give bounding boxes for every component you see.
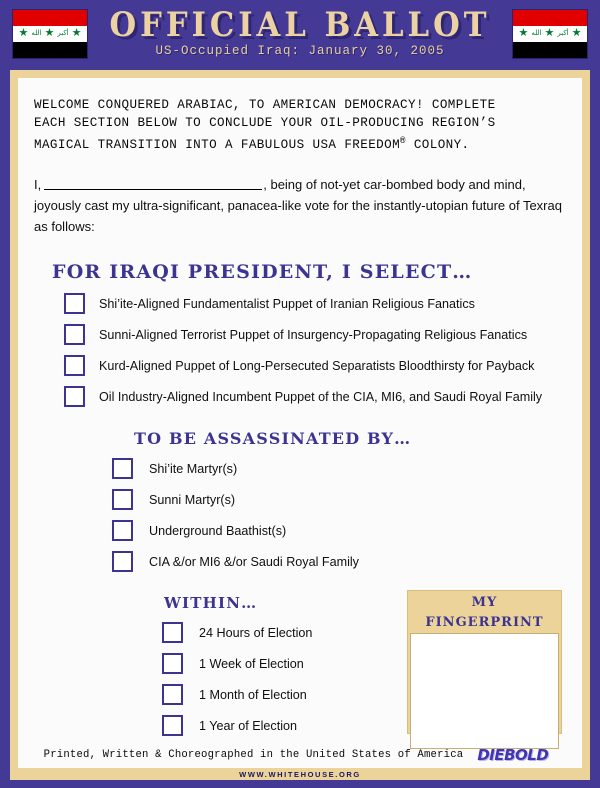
intro-line-3 (34, 132, 566, 154)
ballot-frame (10, 70, 590, 780)
flag-arabic-script: الله (31, 29, 42, 38)
checkbox-timeframe-2[interactable] (162, 684, 183, 705)
intro-line-2: EACH SECTION BELOW TO CONCLUDE YOUR OIL-PRODUCING REGION’S (34, 116, 496, 130)
option-label: Kurd-Aligned Puppet of Long-Persecuted Separatists Bloodthirsty for Payback (99, 358, 535, 373)
voter-name-field[interactable] (44, 177, 262, 190)
footer-credit-text: Printed, Written & Choreographed in the United States of America (43, 749, 464, 761)
option-label: 1 Year of Election (199, 718, 298, 733)
fingerprint-input-area[interactable] (410, 633, 559, 749)
section-heading-president: FOR IRAQI PRESIDENT, I SELECT… (52, 261, 473, 284)
option-label: Shi’ite-Aligned Fundamentalist Puppet of Iranian Religious Fanatics (99, 296, 475, 311)
ballot-option-row[interactable] (112, 489, 566, 510)
ballot-option-row[interactable] (64, 324, 566, 345)
option-list-president (34, 293, 566, 407)
intro-line-1: WELCOME CONQUERED ARABIAC, TO AMERICAN DEMOCRACY! COMPLETE (34, 98, 496, 112)
option-list-assassin (34, 458, 566, 572)
fingerprint-box (407, 590, 562, 734)
ballot-option-row[interactable] (112, 520, 566, 541)
flag-stars-and-script (513, 26, 587, 42)
checkbox-assassin-1[interactable] (112, 489, 133, 510)
flag-star-icon: ★ (571, 27, 582, 40)
iraqi-flag-left (12, 9, 88, 59)
flag-star-icon: ★ (44, 27, 55, 40)
flag-star-icon: ★ (71, 27, 82, 40)
ballot-sheet (18, 78, 582, 772)
diebold-logo: DIEBOLD (477, 746, 549, 764)
ballot-header (0, 0, 600, 68)
option-label: 24 Hours of Election (199, 625, 313, 640)
checkbox-president-0[interactable] (64, 293, 85, 314)
oath-suffix: , being of not-yet car-bombed body and mind, joyously cast my ultra-significant, panacea-like vote for the instantly-utopian future of Texraq as follows: (34, 177, 562, 235)
oath-prefix: I, (34, 177, 42, 193)
ballot-option-row[interactable] (64, 386, 566, 407)
checkbox-timeframe-3[interactable] (162, 715, 183, 736)
option-label: Sunni Martyr(s) (149, 492, 236, 507)
fingerprint-title: MY FINGERPRINT (425, 595, 544, 630)
flag-star-icon: ★ (18, 27, 29, 40)
checkbox-president-2[interactable] (64, 355, 85, 376)
flag-stars-and-script (13, 26, 87, 42)
flag-band-red (13, 10, 87, 26)
option-label: Oil Industry-Aligned Incumbent Puppet of the CIA, MI6, and Saudi Royal Family (99, 389, 543, 404)
checkbox-assassin-0[interactable] (112, 458, 133, 479)
section-heading-assassin: TO BE ASSASSINATED BY… (134, 429, 412, 449)
checkbox-president-1[interactable] (64, 324, 85, 345)
checkbox-assassin-3[interactable] (112, 551, 133, 572)
voter-oath (34, 174, 566, 237)
flag-arabic-script: أكبر (57, 29, 69, 38)
checkbox-assassin-2[interactable] (112, 520, 133, 541)
ballot-option-row[interactable] (112, 458, 566, 479)
intro-line-3-text: MAGICAL TRANSITION INTO A FABULOUS USA FREEDOM (34, 138, 401, 153)
option-label: Sunni-Aligned Terrorist Puppet of Insurgency-Propagating Religious Fanatics (99, 327, 528, 342)
flag-star-icon: ★ (544, 27, 555, 40)
iraqi-flag-right (512, 9, 588, 59)
flag-band-black (13, 42, 87, 58)
flag-band-red (513, 10, 587, 26)
option-label: Underground Baathist(s) (149, 523, 287, 538)
registered-trademark-icon: ® (400, 136, 406, 146)
flag-band-black (513, 42, 587, 58)
ballot-option-row[interactable] (64, 355, 566, 376)
intro-line-3-tail: COLONY. (405, 138, 470, 153)
checkbox-timeframe-0[interactable] (162, 622, 183, 643)
flag-star-icon: ★ (518, 27, 529, 40)
section-heading-timeframe: WITHIN… (164, 594, 258, 613)
option-label: 1 Month of Election (199, 687, 307, 702)
checkbox-timeframe-1[interactable] (162, 653, 183, 674)
flag-arabic-script: الله (531, 29, 542, 38)
option-label: 1 Week of Election (199, 656, 304, 671)
ballot-option-row[interactable] (112, 551, 566, 572)
page-subtitle: US-Occupied Iraq: January 30, 2005 (155, 44, 445, 58)
flag-arabic-script: أكبر (557, 29, 569, 38)
checkbox-president-3[interactable] (64, 386, 85, 407)
footer-url[interactable]: WWW.WHITEHOUSE.ORG (10, 768, 590, 780)
page-title: OFFICIAL BALLOT (109, 5, 491, 45)
ballot-option-row[interactable] (64, 293, 566, 314)
option-label: Shi’ite Martyr(s) (149, 461, 238, 476)
ballot-footer (18, 746, 582, 764)
intro-paragraph (34, 96, 566, 154)
option-label: CIA &/or MI6 &/or Saudi Royal Family (149, 554, 359, 569)
